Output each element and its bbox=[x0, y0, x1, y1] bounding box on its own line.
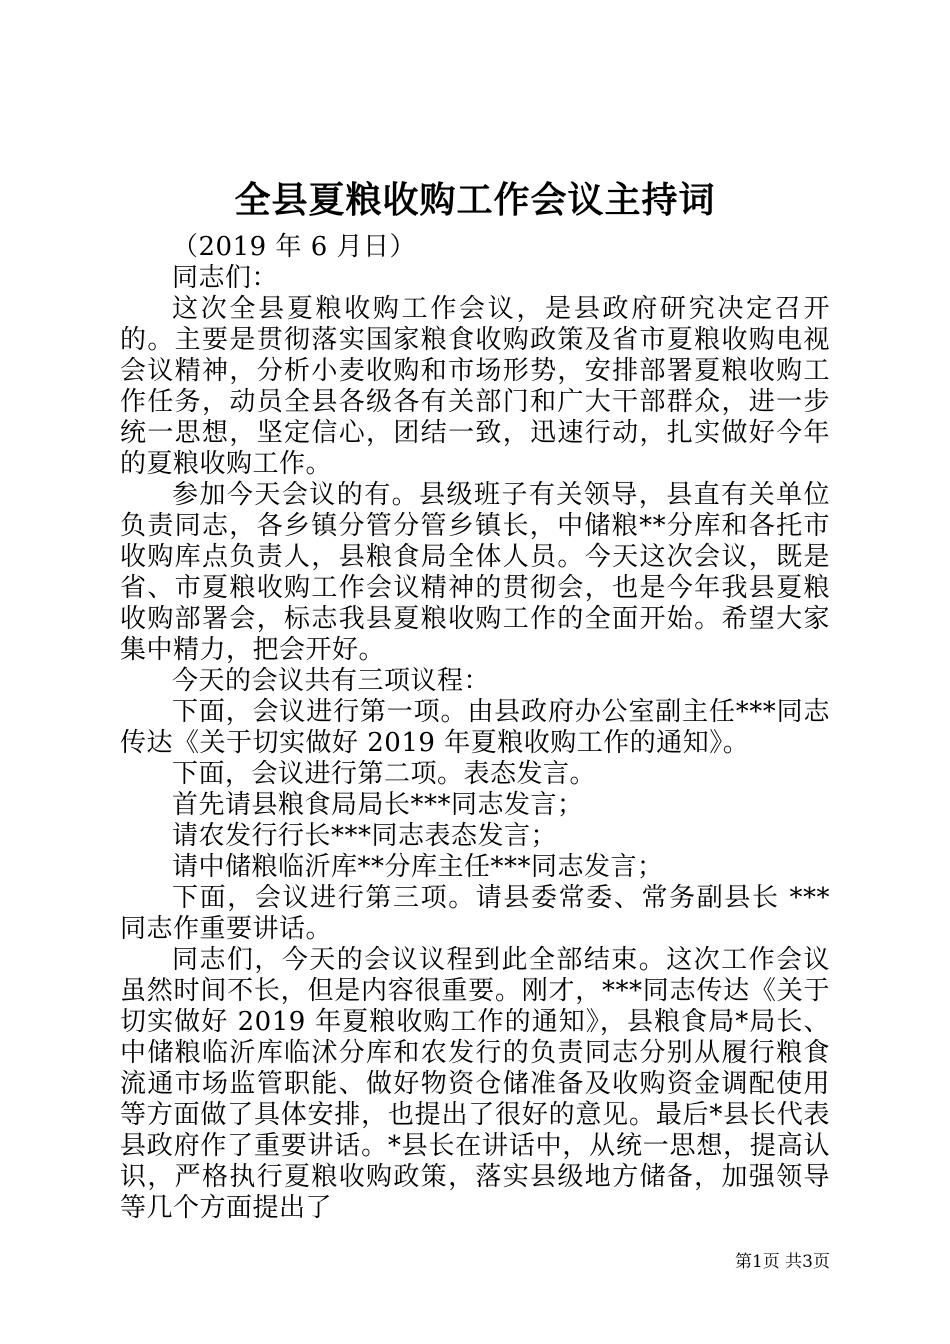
paragraph: 请中储粮临沂库**分库主任***同志发言； bbox=[172, 852, 664, 882]
page-footer bbox=[735, 1252, 830, 1272]
paragraph: 下面，会议进行第二项。表态发言。 bbox=[172, 759, 597, 789]
paragraph: 这次全县夏粮收购工作会议，是县政府研究决定召开的。主要是贯彻落实国家粮食收购政策及省市夏粮收购电视会议精神，分析小麦收购和市场形势，安排部署夏粮收购工作任务，动员全县各级各有关部门和广大干部群众，进一步统一思想，坚定信心，团结一致，迅速行动，扎实做好今年的夏粮收购工作。 bbox=[120, 294, 830, 479]
paragraph: 请农发行行长***同志表态发言； bbox=[172, 821, 558, 851]
date-line: （2019 年 6 月日） bbox=[172, 232, 417, 262]
page-number-indicator: 第1页 共3页 bbox=[734, 1252, 830, 1272]
paragraph: 同志们，今天的会议议程到此全部结束。这次工作会议虽然时间不长，但是内容很重要。刚才，***同志传达《关于切实做好 2019 年夏粮收购工作的通知》，县粮食局*局长、中储粮临沂库临沭分库和农发行的负责同志分别从履行粮食流通市场监管职能、做好物资仓储准备及收购资金调配使用等方面做了具体安排，也提出了很好的意见。最后*县长代表县政府作了重要讲话。*县长在讲话中，从统一思想，提高认识，严格执行夏粮收购政策，落实县级地方储备，加强领导等几个方面提出了 bbox=[120, 945, 830, 1223]
paragraph: 下面，会议进行第三项。请县委常委、常务副县长 ***同志作重要讲话。 bbox=[120, 883, 830, 944]
salutation-line: 同志们： bbox=[172, 263, 279, 293]
document-body bbox=[120, 232, 830, 1224]
paragraph: 今天的会议共有三项议程： bbox=[172, 666, 491, 696]
paragraph: 首先请县粮食局局长***同志发言； bbox=[172, 790, 584, 820]
paragraph: 参加今天会议的有。县级班子有关领导，县直有关单位负责同志，各乡镇分管分管乡镇长，中储粮**分库和各托市收购库点负责人，县粮食局全体人员。今天这次会议，既是省、市夏粮收购工作会议精神的贯彻会，也是今年我县夏粮收购部署会，标志我县夏粮收购工作的全面开始。希望大家集中精力，把会开好。 bbox=[120, 480, 830, 665]
paragraph: 下面，会议进行第一项。由县政府办公室副主任***同志传达《关于切实做好 2019 年夏粮收购工作的通知》。 bbox=[120, 697, 830, 758]
document-title: 全县夏粮收购工作会议主持词 bbox=[234, 179, 716, 221]
